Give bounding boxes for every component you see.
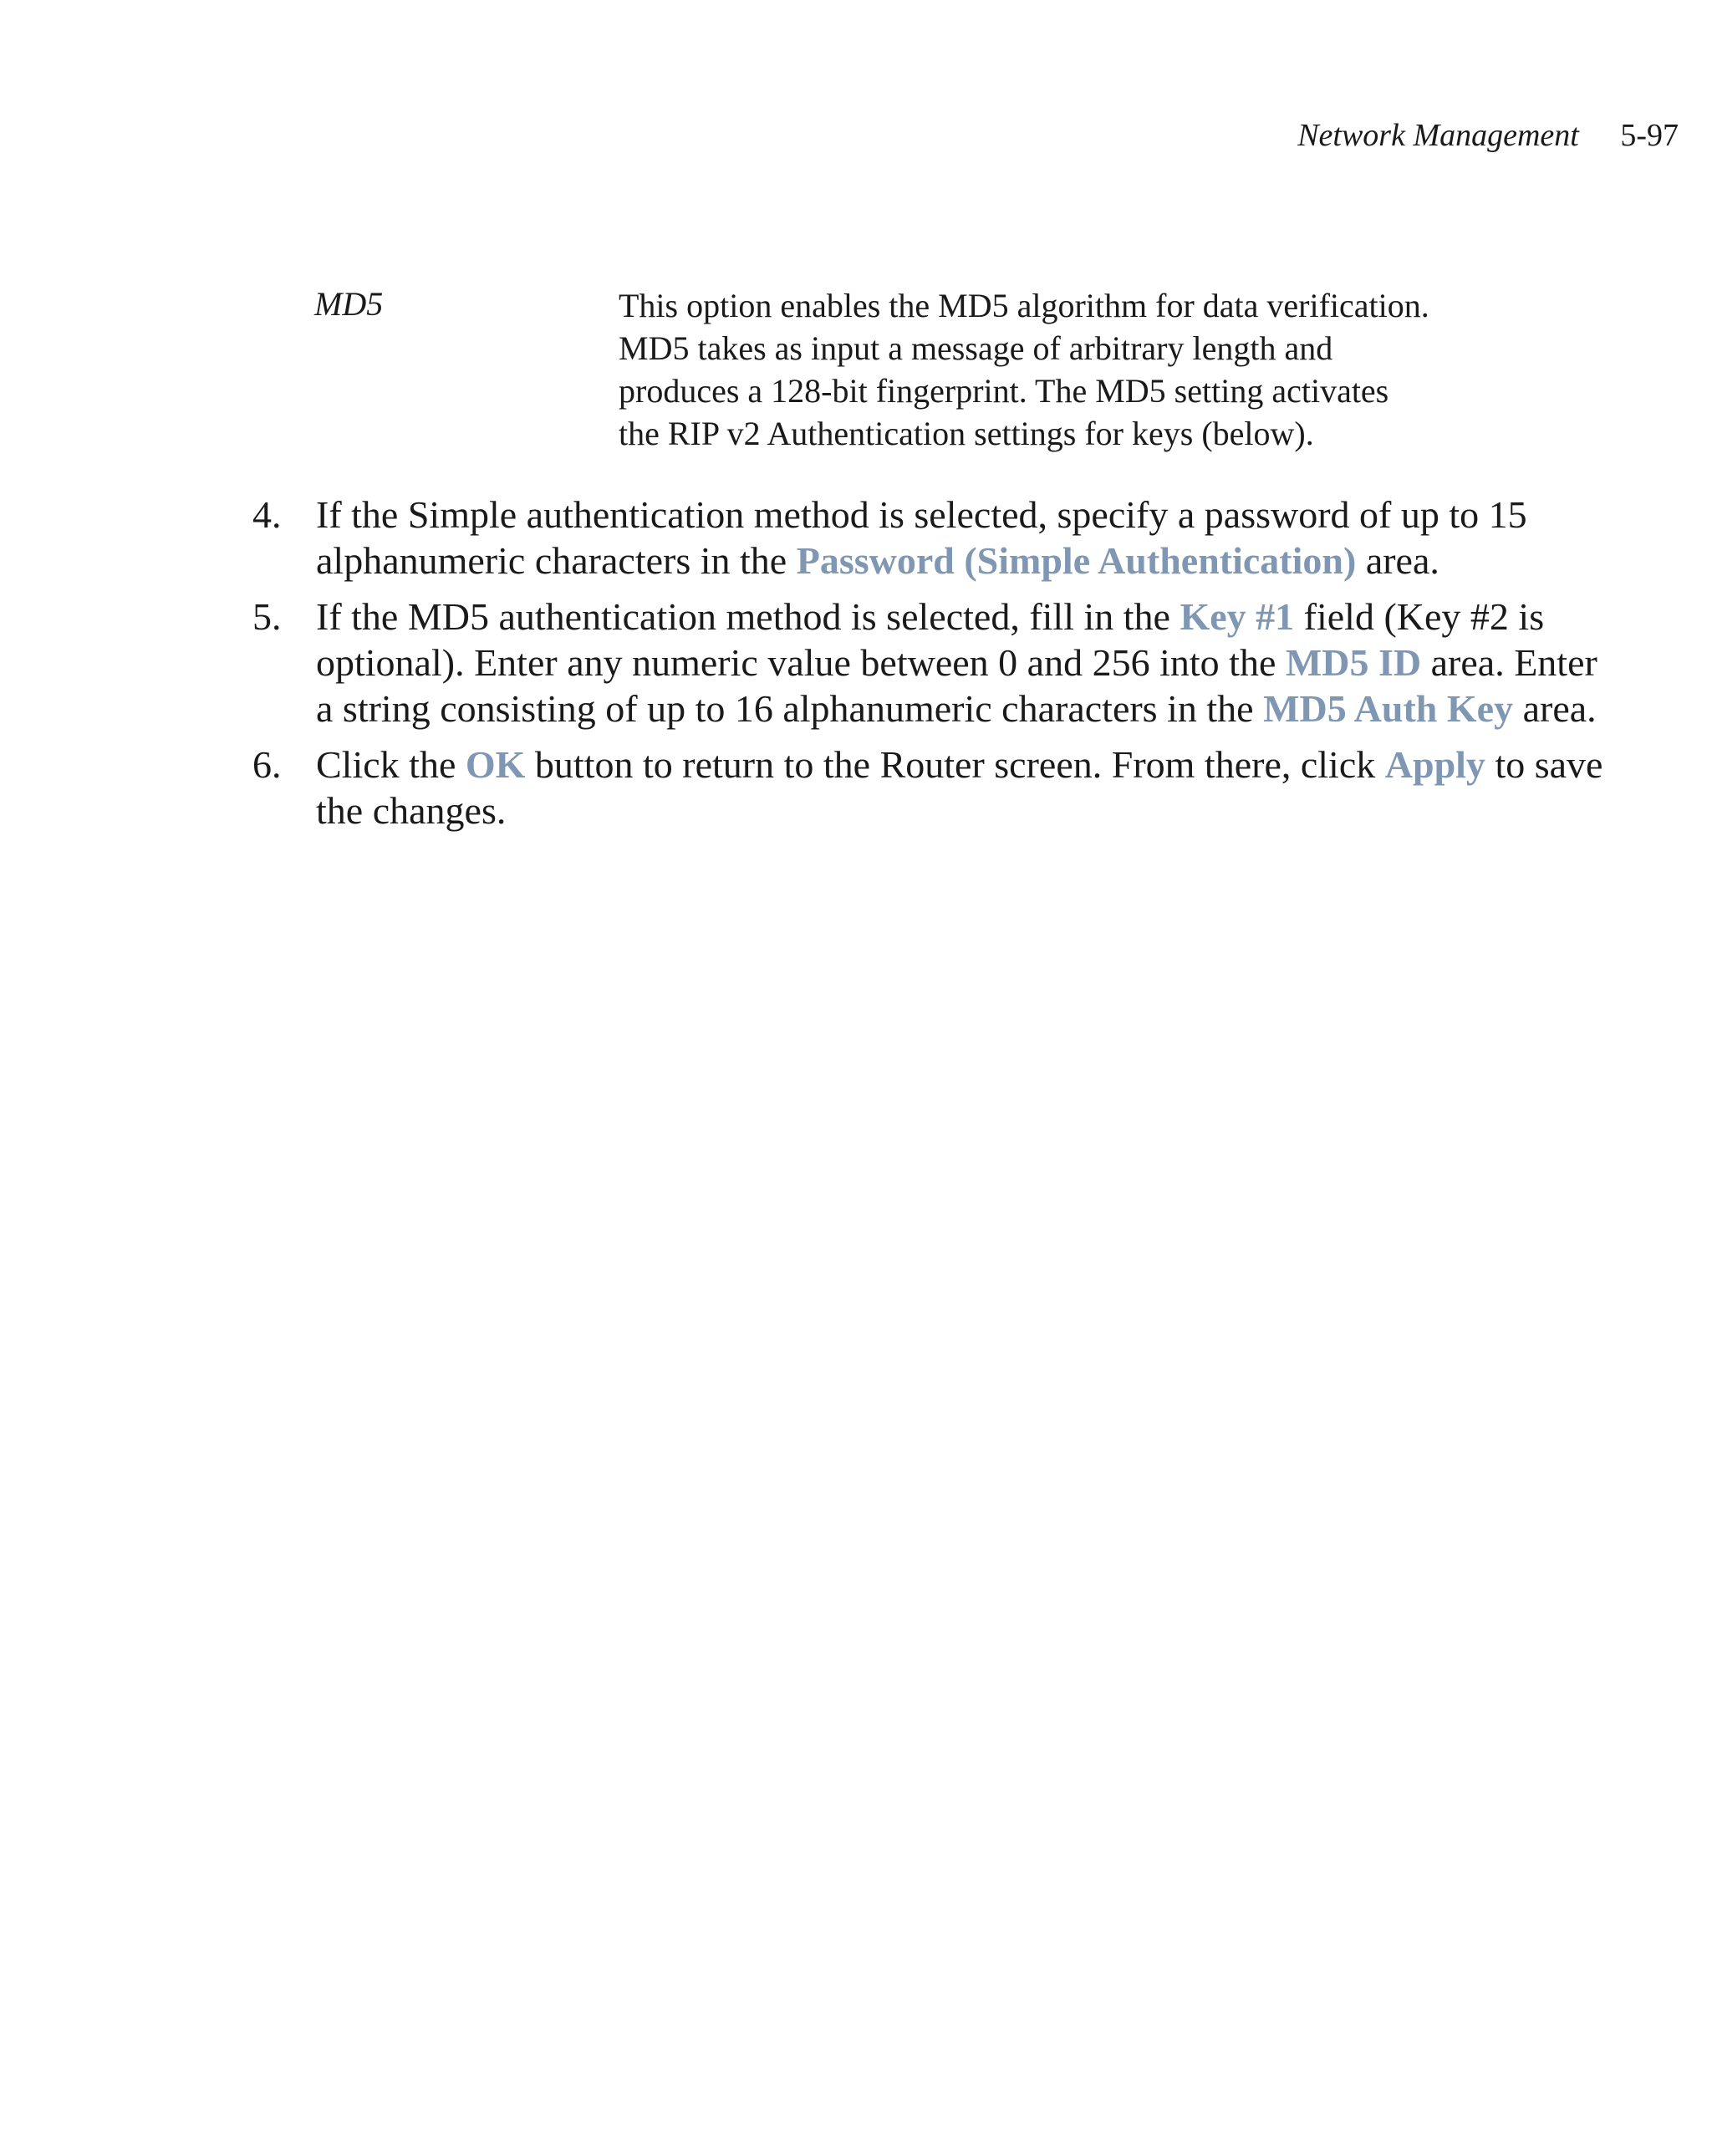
step-line — [316, 686, 1620, 731]
step-line — [316, 538, 1620, 584]
text-run: button to return to the Router screen. From there, click — [525, 743, 1385, 786]
step-text — [316, 594, 1620, 731]
text-run: If the Simple authentication method is selected, specify a password of up to 15 — [316, 493, 1527, 536]
ui-element-reference: MD5 Auth Key — [1263, 687, 1514, 730]
description-line: produces a 128-bit fingerprint. The MD5 setting activates — [619, 372, 1389, 410]
step-text — [316, 742, 1620, 833]
running-header — [1297, 117, 1679, 154]
definition-term: MD5 — [314, 285, 384, 323]
text-run: area. — [1356, 539, 1439, 582]
ui-element-reference: Apply — [1384, 743, 1485, 786]
text-run: alphanumeric characters in the — [316, 539, 797, 582]
section-title: Network Management — [1297, 118, 1579, 153]
text-run: a string consisting of up to 16 alphanumeric characters in the — [316, 687, 1264, 730]
text-run: field (Key #2 is — [1294, 595, 1545, 638]
text-run: area. Enter — [1421, 641, 1597, 684]
ui-element-reference: Password (Simple Authentication) — [796, 539, 1357, 582]
step-line — [316, 742, 1620, 787]
description-line: This option enables the MD5 algorithm for data verification. — [619, 287, 1429, 324]
numbered-steps — [0, 492, 1712, 844]
description-line: MD5 takes as input a message of arbitrary length and — [619, 329, 1333, 367]
ui-element-reference: Key #1 — [1180, 595, 1295, 638]
step-item — [0, 594, 1712, 731]
step-line — [316, 594, 1620, 640]
step-line — [316, 640, 1620, 686]
text-run: area. — [1513, 687, 1597, 730]
ui-element-reference: OK — [465, 743, 526, 786]
text-run: Click the — [316, 743, 466, 786]
step-line — [316, 787, 1620, 833]
text-run: optional). Enter any numeric value between 0 and 256 into the — [316, 641, 1286, 684]
step-line — [316, 492, 1620, 538]
step-item — [0, 492, 1712, 584]
step-number: 4. — [252, 493, 282, 536]
step-number: 5. — [252, 595, 282, 638]
page-number: 5-97 — [1620, 118, 1679, 153]
text-run: to save — [1485, 743, 1603, 786]
step-item — [0, 742, 1712, 833]
definition-description — [619, 284, 1471, 455]
text-run: the changes. — [316, 789, 507, 832]
text-run: If the MD5 authentication method is selected, fill in the — [316, 595, 1180, 638]
step-number: 6. — [252, 743, 282, 786]
step-text — [316, 492, 1620, 584]
description-line: the RIP v2 Authentication settings for keys (below). — [619, 415, 1314, 452]
ui-element-reference: MD5 ID — [1285, 641, 1422, 684]
